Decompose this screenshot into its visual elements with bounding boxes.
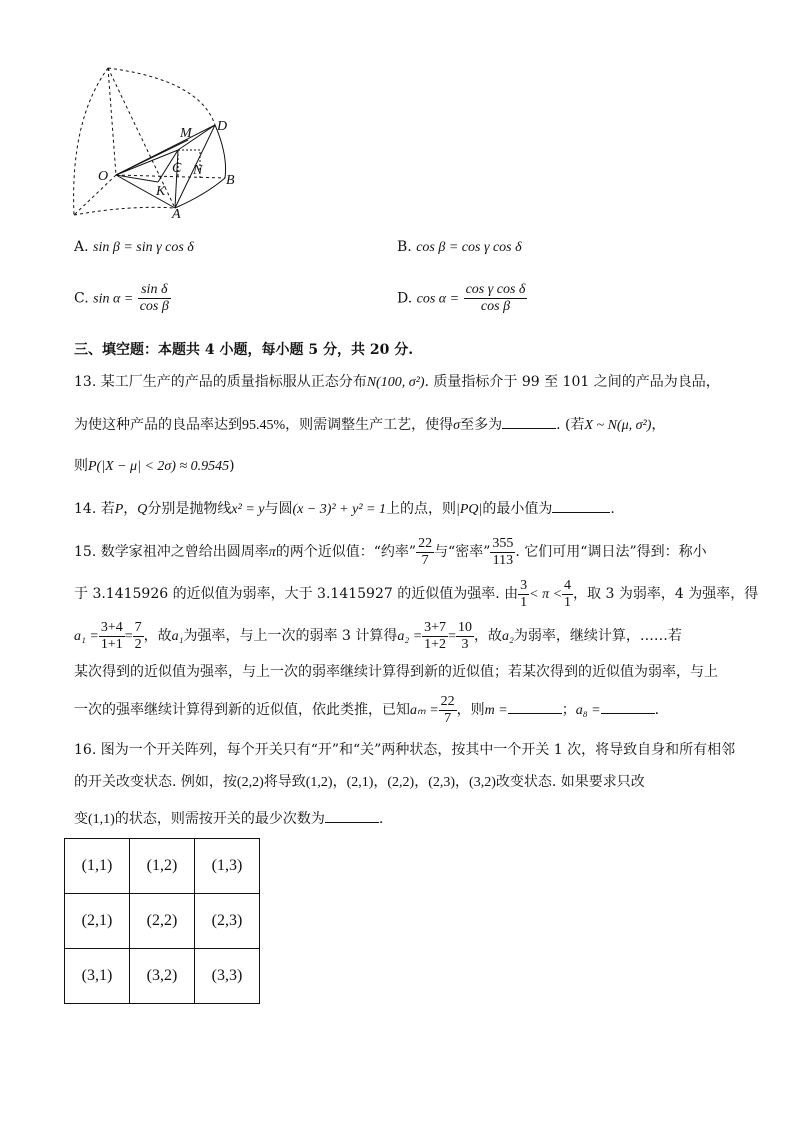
grid-cell: (1,2) — [130, 839, 195, 894]
fraction: $\frac{355}{113}$ — [492, 535, 514, 568]
answer-blank[interactable] — [601, 699, 655, 714]
grid-row — [65, 839, 260, 894]
answer-blank[interactable] — [325, 808, 379, 823]
q15-line2: 于 3.1415926 的近似值为弱率，大于 3.1415927 的近似值为强率. 由 $\frac{3}{1}$ < π < $\frac{4}{1}$ ，取 3 为弱率，4 为强率，得 — [74, 577, 759, 610]
section-title: 三、填空题：本题共 4 小题，每小题 5 分，共 20 分. — [74, 342, 414, 358]
q16-line2: 的开关改变状态. 例如，按(2,2)将导致(1,2)，(2,1)，(2,2)，(2,3)，(3,2)改变状态. 如果要求只改 — [74, 774, 645, 790]
label-B: B — [226, 173, 235, 188]
q15-line3: a₁ = $\frac{3+4}{1+1}$ = $\frac{7}{2}$ ，故a₁为强率，与上一次的弱率 3 计算得a₂ = $\frac{3+7}{1+2}$ = $\frac{10}{3}$ ，故a₂为弱率，继续计算，……若 — [74, 619, 682, 652]
q13-line3: 则P(|X − μ| < 2σ) ≈ 0.9545) — [74, 458, 235, 474]
switch-grid — [64, 838, 260, 1004]
q14-line: 14. 若P，Q分别是抛物线x² = y与圆(x − 3)² + y² = 1上的点，则|PQ|的最小值为 . — [74, 498, 615, 520]
q15-line1: 15. 数学家祖冲之曾给出圆周率π的两个近似值：“约率” $\frac{22}{7}$ 与“密率” $\frac{355}{113}$ . 它们可用“调日法”得到：称小 — [74, 535, 707, 568]
answer-blank[interactable] — [502, 414, 556, 429]
q16-line1: 16. 图为一个开关阵列，每个开关只有“开”和“关”两种状态，按其中一个开关 1 次，将导致自身和所有相邻 — [74, 742, 736, 758]
fraction: $\frac{3+7}{1+2}$ — [424, 619, 447, 652]
q16-line3: 变(1,1)的状态，则需按开关的最少次数为 . — [74, 808, 383, 830]
option-D[interactable]: D. cos α = $\frac{\text{cos γ cos δ}}{\text{cos β}}$ — [397, 282, 526, 314]
grid-cell: (3,3) — [195, 949, 260, 1004]
label-O: O — [98, 169, 109, 184]
q13-line2: 为使这种产品的良品率达到95.45%，则需调整生产工艺，使得σ至多为 . (若X ~ N(μ, σ²)， — [74, 414, 665, 436]
grid-cell: (1,1) — [65, 839, 130, 894]
fraction: $\frac{22}{7}$ — [418, 535, 433, 568]
grid-row — [65, 949, 260, 1004]
label-A: A — [172, 207, 181, 222]
fraction: $\frac{4}{1}$ — [564, 577, 572, 610]
label-K: K — [156, 184, 166, 199]
fraction: $\frac{3}{1}$ — [520, 577, 528, 610]
answer-blank[interactable] — [552, 498, 610, 513]
option-B[interactable]: B. cos β = cos γ cos δ — [397, 239, 522, 255]
label-N: N — [193, 163, 203, 178]
fraction: $\frac{22}{7}$ — [440, 693, 455, 726]
fraction: $\frac{7}{2}$ — [134, 619, 142, 652]
grid-row — [65, 894, 260, 949]
label-C: C — [172, 161, 182, 176]
grid-cell: (3,1) — [65, 949, 130, 1004]
sphere-figure — [60, 60, 250, 225]
fraction: $\frac{10}{3}$ — [457, 619, 472, 652]
grid-cell: (2,1) — [65, 894, 130, 949]
option-C[interactable]: C. sin α = $\frac{\text{sin δ}}{\text{cos β}}$ — [74, 282, 169, 314]
fraction: $\frac{3+4}{1+1}$ — [100, 619, 123, 652]
q15-line4: 某次得到的近似值为强率，与上一次的弱率继续计算得到新的近似值；若某次得到的近似值为弱率，与上 — [74, 664, 718, 680]
fraction: $\frac{\text{sin δ}}{\text{cos β}}$ — [139, 282, 169, 314]
option-A[interactable]: A. sin β = sin γ cos δ — [74, 239, 194, 255]
label-D: D — [217, 119, 228, 134]
grid-cell: (3,2) — [130, 949, 195, 1004]
label-M: M — [180, 126, 192, 141]
grid-cell: (2,3) — [195, 894, 260, 949]
answer-blank[interactable] — [508, 699, 562, 714]
q15-line5: 一次的强率继续计算得到新的近似值，依此类推，已知aₘ = $\frac{22}{7}$ ，则m = ；a₈ = . — [74, 693, 660, 726]
fraction: $\frac{\text{cos γ cos δ}}{\text{cos β}}$ — [465, 282, 526, 314]
grid-cell: (2,2) — [130, 894, 195, 949]
q13-line1: 13. 某工厂生产的产品的质量指标服从正态分布N(100, σ²). 质量指标介于 99 至 101 之间的产品为良品， — [74, 374, 720, 390]
grid-cell: (1,3) — [195, 839, 260, 894]
